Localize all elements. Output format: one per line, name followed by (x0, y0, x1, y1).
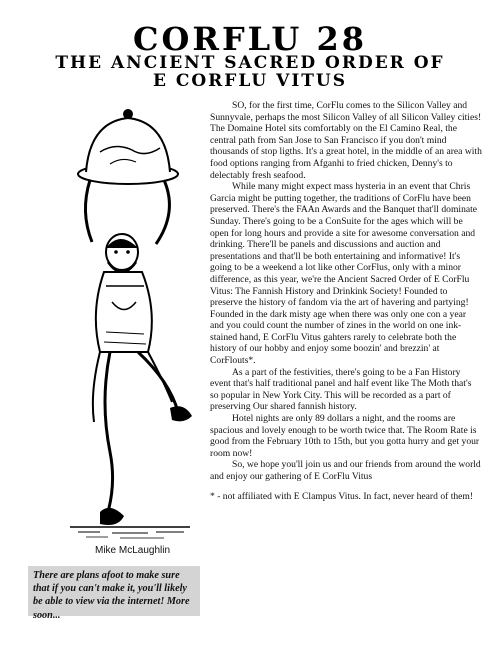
article-paragraph: While many might expect mass hysteria in an event that Chris Garcia might be putting together, the traditions of CorFlu have been preserved. There's the FAAn Awards and the Banquet that'll dominate Sunday. There's going to be a ConSuite for the ages which will be open for long hours and provide a site for awesome conversation and drinking. There'll be panels and discussions and auction and presentations and that'll be both entertaining and informative! It's going to be a weekend a lot like other CorFlus, only with a minor difference, as this year, we're the Ancient Sacred Order of E CorFlu Vitus: The Fannish History and Drinkink Society! Founded to preserve the history of fandom via the art of havering and partying! Founded in the dark misty age when there was only one con a year and you could count the number of zines in the world on one ink-stained hand, E CorFlu Vitus gahters rarely to celebrate both the history of our hobby and enjoy some boozin' and brezzin' at CorFlouts*. (210, 181, 478, 367)
article-footnote: * - not affiliated with E Clampus Vitus. In fact, never heard of them! (210, 490, 474, 502)
article-paragraph: So, we hope you'll join us and our friends from around the world and enjoy our gathering of E CorFlu Vitus (210, 459, 481, 482)
waiter-carrying-tray-icon (60, 102, 200, 542)
internet-viewing-notice: There are plans afoot to make sure that if you can't make it, you'll likely be able to view via the internet! More soon... (28, 566, 200, 616)
article-body (210, 100, 482, 502)
article-paragraph: Hotel nights are only 89 dollars a night, and the rooms are spacious and lovely enough to be worth twice that. The Room Rate is good from the February 10th to 15th, but you gotta hurry and get your room now! (210, 413, 480, 459)
illustration-credit: Mike McLaughlin (95, 545, 171, 556)
article-paragraph: SO, for the first time, CorFlu comes to the Silicon Valley and Sunnyvale, perhaps the most Silicon Valley of all Silicon Valley cities! The Domaine Hotel sits comfortably on the El Camino Real, the central path from San Jose to San Francisco if you don't mind thousands of stop ligths. It's a great hotel, in the middle of an area with food options ranging from Afganhi to fried chicken, Denny's to delectably fresh seafood. (210, 100, 482, 181)
subtitle-line-2: E CORFLU VITUS (152, 71, 348, 91)
page-title: CORFLU 28 (133, 20, 367, 58)
subtitle-line-1: THE ANCIENT SACRED ORDER OF (55, 53, 445, 73)
article-paragraph: As a part of the festivities, there's going to be a Fan History event that's half traditional panel and half event like The Moth that's so popular in New York City. This will be recorded as a part of preserving Our shared fannish history. (210, 366, 472, 413)
